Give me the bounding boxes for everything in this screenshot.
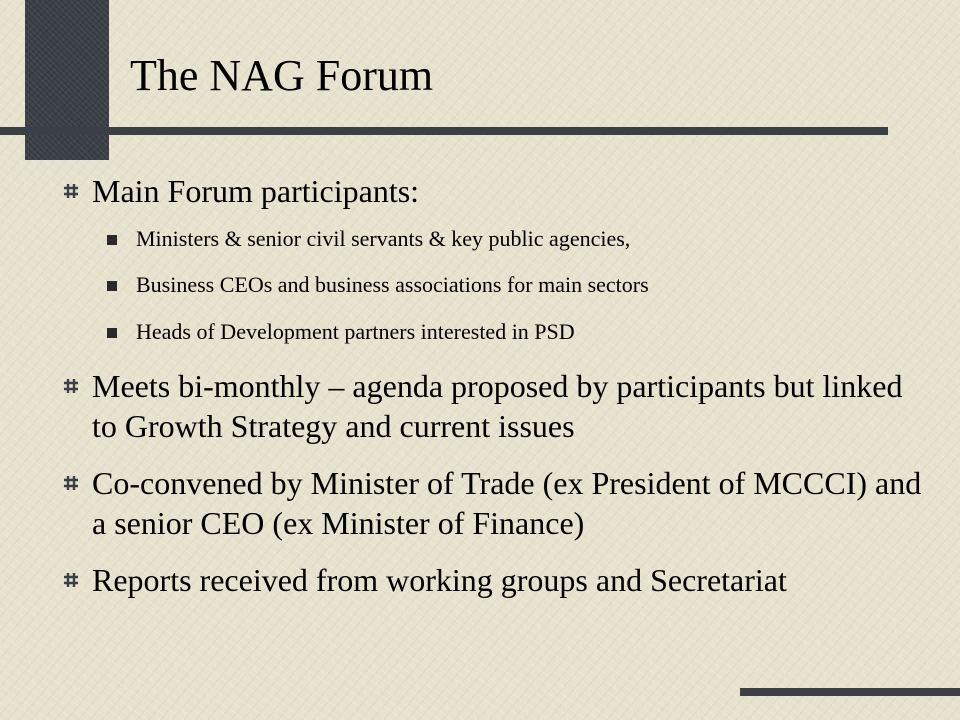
hash-bullet-icon xyxy=(64,573,78,587)
hash-bullet-icon xyxy=(64,379,78,393)
bullet-main-participants: Main Forum participants: xyxy=(92,173,420,209)
sub-bullet-ministers: Ministers & senior civil servants & key public agencies, xyxy=(136,226,631,251)
bullet-reports-received: Reports received from working groups and Secretariat xyxy=(92,562,787,598)
hash-bullet-icon xyxy=(64,476,78,490)
decorative-block xyxy=(25,0,109,160)
bullet-meets-bimonthly: Meets bi-monthly – agenda proposed by participants but linked to Growth Strategy and current issues xyxy=(92,368,903,444)
title-divider xyxy=(0,127,888,135)
sub-bullet-development-partners: Heads of Development partners interested in PSD xyxy=(136,319,575,344)
square-bullet-icon xyxy=(107,281,117,291)
square-bullet-icon xyxy=(107,328,117,338)
bullet-co-convened: Co-convened by Minister of Trade (ex President of MCCCI) and a senior CEO (ex Minister of Finance) xyxy=(92,465,922,541)
slide-title: The NAG Forum xyxy=(130,51,434,100)
square-bullet-icon xyxy=(107,235,117,245)
hash-bullet-icon xyxy=(64,184,78,198)
footer-divider xyxy=(740,688,960,696)
sub-bullet-business-ceos: Business CEOs and business associations for main sectors xyxy=(136,272,649,297)
